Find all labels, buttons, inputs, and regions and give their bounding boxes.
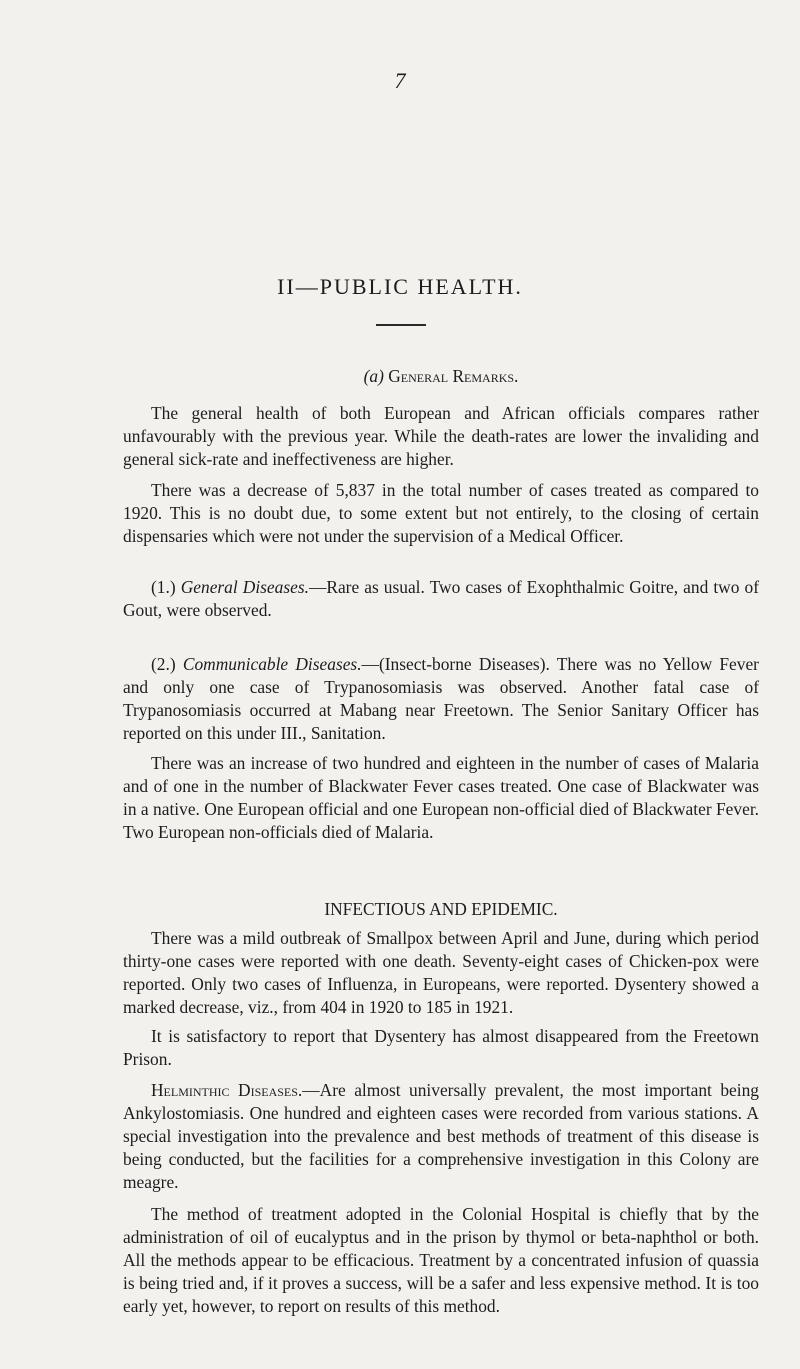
paragraph-treatment-method: The method of treatment adopted in the Colonial Hospital is chiefly that by the administration of oil of eucalyptus and in the prison by thymol or beta-naphthol or both. All the methods appear to be efficacious. Treatment by a concentrated infusion of quassia is being tried and, if it proves a success, will be a safer and less expensive method. It is too early yet, however, to report on results of this method. [123, 1204, 759, 1316]
paragraph-general-diseases [123, 576, 759, 622]
paragraph-body: —(Insect-borne Diseases). There was no Yellow Fever and only one case of Trypanosomiasis was observed. Another fatal case of Trypanosomiasis occurred at Mabang near Freetown. The Senior Sanitary Officer has reported on this under III., Sanitation. [123, 654, 759, 743]
paragraph-heading: Communicable Diseases. [182, 654, 362, 674]
paragraph-malaria: There was an increase of two hundred and eighteen in the number of cases of Malaria and of one in the number of Blackwater Fever cases treated. One case of Blackwater was in a native. One European official and one European non-official died of Blackwater Fever. Two European non-officials died of Malaria. [123, 753, 759, 842]
title-underline-rule [376, 324, 426, 326]
paragraph-number: (2.) [151, 654, 176, 674]
subheading-text: General Remarks. [388, 366, 519, 386]
subheading-label: (a) [363, 366, 384, 386]
paragraph-heading: General Diseases. [180, 577, 309, 597]
paragraph-body: —Are almost universally prevalent, the most important being Ankylostomiasis. One hundred and eighteen cases were recorded from various stations. A special investigation into the prevalence and best methods of treatment of this disease is being conducted, but the facilities for a comprehensive investigation in this Colony are meagre. [123, 1080, 759, 1192]
paragraph-smallpox: There was a mild outbreak of Smallpox between April and June, during which period thirty-one cases were reported with one death. Seventy-eight cases of Chicken-pox were reported. Only two cases of Influenza, in Europeans, were reported. Dysentery showed a marked decrease, viz., from 404 in 1920 to 185 in 1921. [123, 928, 759, 1017]
paragraph-decrease-cases: There was a decrease of 5,837 in the total number of cases treated as compared to 1920. This is no doubt due, to some extent but not entirely, to the closing of certain dispensaries which were not under the supervision of a Medical Officer. [123, 480, 759, 546]
infectious-heading: INFECTIOUS AND EPIDEMIC. [324, 899, 558, 919]
page-number: 7 [394, 68, 406, 93]
paragraph-helminthic-diseases [123, 1079, 759, 1194]
paragraph-dysentery-prison: It is satisfactory to report that Dysentery has almost disappeared from the Freetown Prison. [123, 1026, 759, 1069]
subheading [123, 365, 759, 388]
paragraph-number: (1.) [151, 577, 176, 597]
section-title: II—PUBLIC HEALTH. [277, 274, 523, 299]
paragraph-body: —Rare as usual. Two cases of Exophthalmic Goitre, and two of Gout, were observed. [123, 577, 759, 620]
paragraph-heading: Helminthic Diseases. [151, 1080, 303, 1100]
paragraph-communicable-diseases [123, 653, 759, 745]
paragraph-general-health: The general health of both European and African officials compares rather unfavourably with the previous year. While the death-rates are lower the invaliding and general sick-rate and ineffectiveness are higher. [123, 403, 759, 469]
